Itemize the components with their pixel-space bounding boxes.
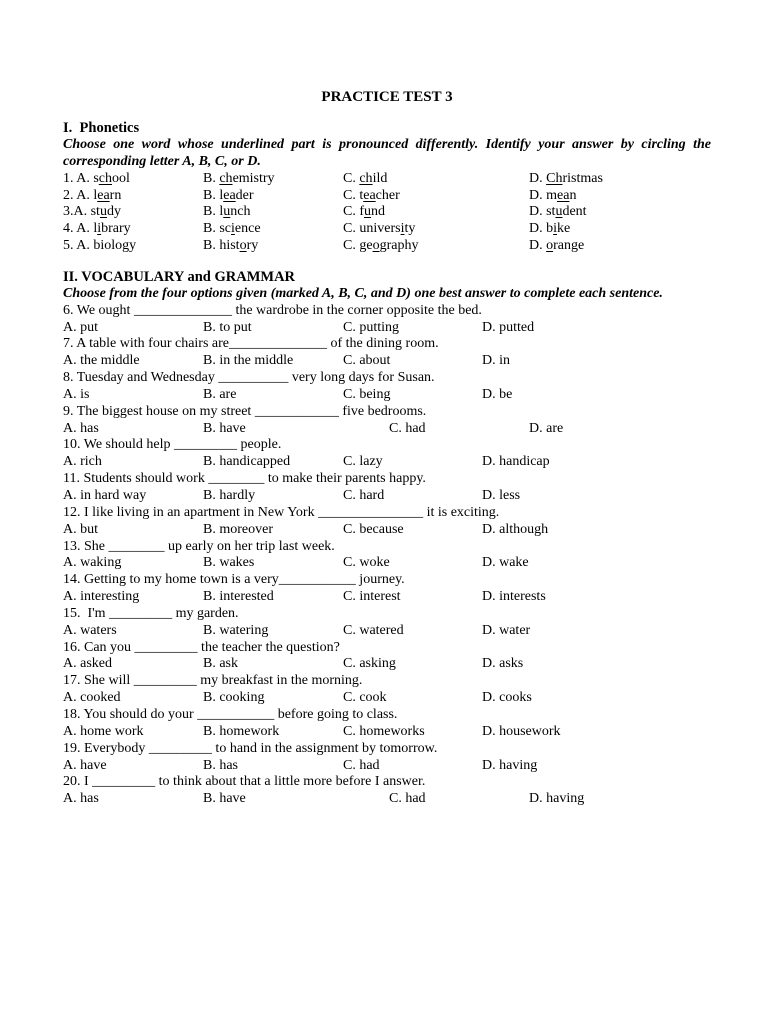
answer-option-c[interactable]: C. had bbox=[389, 791, 426, 807]
question-text: 16. Can you _________ the teacher the question? bbox=[63, 639, 340, 655]
answer-options bbox=[63, 656, 711, 673]
answer-options bbox=[63, 791, 711, 808]
answer-options bbox=[63, 589, 711, 606]
section-heading-vocabulary: II. VOCABULARY and GRAMMAR bbox=[63, 268, 296, 285]
answer-option-d[interactable]: D. in bbox=[482, 353, 510, 369]
phonetics-option: 3.A. study bbox=[63, 204, 121, 220]
phonetics-option: B. leader bbox=[203, 187, 254, 203]
answer-options bbox=[63, 758, 711, 775]
phonetics-option: B. history bbox=[203, 238, 259, 254]
answer-option-b[interactable]: B. hardly bbox=[203, 488, 256, 503]
phonetics-option: C. university bbox=[343, 221, 416, 237]
answer-option-a[interactable]: A. have bbox=[63, 757, 107, 773]
answer-option-c[interactable]: C. watered bbox=[343, 622, 404, 638]
answer-option-d[interactable]: D. asks bbox=[482, 656, 524, 672]
phonetics-option: 1. A. school bbox=[63, 170, 130, 186]
phonetics-option: 4. A. library bbox=[63, 221, 131, 237]
answer-option-a[interactable]: A. but bbox=[63, 521, 98, 537]
question-text: 10. We should help _________ people. bbox=[63, 437, 282, 453]
answer-options bbox=[63, 623, 711, 640]
question-text: 11. Students should work ________ to make their parents happy. bbox=[63, 471, 426, 487]
answer-option-c[interactable]: C. woke bbox=[343, 555, 390, 571]
answer-option-c[interactable]: C. about bbox=[343, 353, 391, 369]
answer-option-a[interactable]: A. put bbox=[63, 319, 98, 335]
phonetics-item bbox=[63, 238, 711, 255]
underlined-sound: ch bbox=[98, 170, 113, 186]
answer-option-c[interactable]: C. homeworks bbox=[343, 723, 425, 739]
underlined-sound: ch bbox=[219, 170, 233, 186]
phonetics-option: D. mean bbox=[529, 187, 577, 203]
answer-option-a[interactable]: A. cooked bbox=[63, 690, 121, 706]
answer-option-b[interactable]: B. cooking bbox=[203, 690, 265, 706]
answer-options bbox=[63, 387, 711, 404]
answer-option-b[interactable]: B. wakes bbox=[203, 555, 255, 571]
answer-option-b[interactable]: B. handicapped bbox=[203, 454, 291, 470]
answer-option-b[interactable]: B. has bbox=[203, 757, 238, 773]
question-text: 13. She ________ up early on her trip last week. bbox=[63, 538, 335, 554]
answer-option-d[interactable]: D. having bbox=[529, 791, 585, 807]
answer-option-d[interactable]: D. housework bbox=[482, 723, 561, 739]
answer-option-b[interactable]: B. in the middle bbox=[203, 353, 294, 369]
answer-option-a[interactable]: A. home work bbox=[63, 723, 144, 739]
answer-option-c[interactable]: C. because bbox=[343, 521, 404, 537]
phonetics-option: C. teacher bbox=[343, 187, 400, 203]
underlined-sound: u bbox=[364, 204, 371, 220]
answer-option-a[interactable]: A. asked bbox=[63, 656, 112, 672]
page-title: PRACTICE TEST 3 bbox=[321, 89, 453, 105]
answer-options bbox=[63, 690, 711, 707]
answer-options bbox=[63, 522, 711, 539]
answer-option-d[interactable]: D. cooks bbox=[482, 690, 532, 706]
underlined-sound: o bbox=[546, 238, 554, 254]
answer-option-d[interactable]: D. wake bbox=[482, 555, 529, 571]
answer-option-c[interactable]: C. asking bbox=[343, 656, 396, 672]
section-heading-phonetics: I. Phonetics bbox=[63, 120, 140, 136]
answer-option-b[interactable]: B. homework bbox=[203, 723, 280, 739]
underlined-sound: Ch bbox=[546, 170, 563, 186]
vocabulary-question-list bbox=[63, 303, 711, 808]
underlined-sound: ea bbox=[223, 187, 236, 203]
phonetics-list bbox=[63, 171, 711, 255]
question-text: 20. I _________ to think about that a little more before I answer. bbox=[63, 774, 426, 790]
answer-option-a[interactable]: A. in hard way bbox=[63, 488, 147, 503]
answer-option-a[interactable]: A. waking bbox=[63, 555, 122, 571]
answer-option-b[interactable]: B. watering bbox=[203, 622, 269, 638]
phonetics-item bbox=[63, 171, 711, 188]
phonetics-option: C. geography bbox=[343, 238, 419, 254]
answer-option-d[interactable]: D. interests bbox=[482, 589, 546, 605]
underlined-sound: ea bbox=[97, 187, 110, 203]
answer-option-a[interactable]: A. waters bbox=[63, 622, 117, 638]
answer-option-d[interactable]: D. although bbox=[482, 521, 549, 537]
underlined-sound: i bbox=[400, 221, 405, 237]
answer-options bbox=[63, 320, 711, 337]
answer-option-c[interactable]: C. cook bbox=[343, 690, 387, 706]
question-text: 7. A table with four chairs are______________ of the dining room. bbox=[63, 336, 439, 352]
underlined-sound: u bbox=[99, 204, 107, 220]
answer-option-c[interactable]: C. interest bbox=[343, 589, 401, 605]
answer-option-c[interactable]: C. hard bbox=[343, 488, 385, 503]
answer-options bbox=[63, 421, 711, 438]
underlined-sound: ch bbox=[359, 170, 373, 186]
answer-option-a[interactable]: A. rich bbox=[63, 454, 102, 470]
question-text: 17. She will _________ my breakfast in the morning. bbox=[63, 673, 363, 689]
answer-options bbox=[63, 353, 711, 370]
answer-option-b[interactable]: B. to put bbox=[203, 319, 252, 335]
phonetics-option: D. bike bbox=[529, 221, 571, 237]
question-text: 18. You should do your ___________ before going to class. bbox=[63, 706, 398, 722]
answer-option-c[interactable]: C. had bbox=[343, 757, 380, 773]
underlined-sound: ea bbox=[557, 187, 570, 203]
answer-option-b[interactable]: B. moreover bbox=[203, 521, 273, 537]
answer-option-d[interactable]: D. less bbox=[482, 488, 521, 503]
question-text: 8. Tuesday and Wednesday __________ very long days for Susan. bbox=[63, 370, 435, 386]
underlined-sound: o bbox=[372, 238, 380, 254]
underlined-sound: u bbox=[223, 204, 231, 220]
phonetics-item bbox=[63, 204, 711, 221]
answer-option-b[interactable]: B. are bbox=[203, 386, 237, 402]
answer-option-a[interactable]: A. the middle bbox=[63, 353, 140, 369]
phonetics-option: C. fund bbox=[343, 204, 385, 220]
question-text: 15. I'm _________ my garden. bbox=[63, 605, 239, 621]
answer-option-d[interactable]: D. be bbox=[482, 386, 513, 402]
phonetics-item bbox=[63, 221, 711, 238]
underlined-sound: i bbox=[553, 221, 558, 237]
answer-option-b[interactable]: B. have bbox=[203, 791, 246, 807]
question-text: 14. Getting to my home town is a very___________ journey. bbox=[63, 572, 405, 588]
phonetics-option: C. child bbox=[343, 170, 388, 186]
answer-option-a[interactable]: A. is bbox=[63, 386, 90, 402]
answer-option-d[interactable]: D. putted bbox=[482, 319, 535, 335]
phonetics-option: B. chemistry bbox=[203, 170, 275, 186]
phonetics-option: D. Christmas bbox=[529, 170, 603, 186]
answer-option-d[interactable]: D. handicap bbox=[482, 454, 550, 470]
answer-option-a[interactable]: A. interesting bbox=[63, 589, 140, 605]
question-text: 12. I like living in an apartment in New York _______________ it is exciting. bbox=[63, 504, 500, 520]
answer-option-b[interactable]: B. have bbox=[203, 420, 246, 436]
question-text: 6. We ought ______________ the wardrobe in the corner opposite the bed. bbox=[63, 302, 482, 318]
answer-option-d[interactable]: D. are bbox=[529, 420, 564, 436]
answer-option-d[interactable]: D. having bbox=[482, 757, 538, 773]
answer-option-b[interactable]: B. ask bbox=[203, 656, 238, 672]
underlined-sound: g bbox=[122, 238, 130, 254]
answer-options bbox=[63, 724, 711, 741]
section-instruction-vocabulary: Choose from the four options given (marked A, B, C, and D) one best answer to complete each sentence. bbox=[63, 285, 663, 301]
question-text: 9. The biggest house on my street ____________ five bedrooms. bbox=[63, 403, 427, 419]
underlined-sound: i bbox=[97, 221, 102, 237]
question-text: 19. Everybody _________ to hand in the assignment by tomorrow. bbox=[63, 740, 438, 756]
phonetics-option: D. orange bbox=[529, 238, 585, 254]
answer-option-a[interactable]: A. has bbox=[63, 420, 99, 436]
phonetics-option: D. student bbox=[529, 204, 587, 220]
answer-option-c[interactable]: C. had bbox=[389, 420, 426, 436]
underlined-sound: o bbox=[239, 238, 247, 254]
phonetics-option: 5. A. biology bbox=[63, 238, 137, 254]
underlined-sound: ea bbox=[363, 187, 376, 203]
answer-option-b[interactable]: B. interested bbox=[203, 589, 274, 605]
phonetics-item bbox=[63, 188, 711, 205]
answer-options bbox=[63, 488, 711, 505]
document-page bbox=[63, 87, 711, 808]
section-instruction-phonetics: Choose one word whose underlined part is pronounced differently. Identify your answer by circling the corresponding letter A, B, C, or D. bbox=[63, 136, 711, 169]
answer-options bbox=[63, 555, 711, 572]
answer-option-a[interactable]: A. has bbox=[63, 791, 99, 807]
answer-option-c[interactable]: C. being bbox=[343, 386, 391, 402]
answer-options bbox=[63, 454, 711, 471]
phonetics-option: B. lunch bbox=[203, 204, 251, 220]
phonetics-option: B. science bbox=[203, 221, 261, 237]
phonetics-option: 2. A. learn bbox=[63, 187, 122, 203]
underlined-sound: i bbox=[231, 221, 235, 237]
answer-option-c[interactable]: C. putting bbox=[343, 319, 400, 335]
underlined-sound: u bbox=[555, 204, 563, 220]
answer-option-d[interactable]: D. water bbox=[482, 622, 531, 638]
answer-option-c[interactable]: C. lazy bbox=[343, 454, 383, 470]
